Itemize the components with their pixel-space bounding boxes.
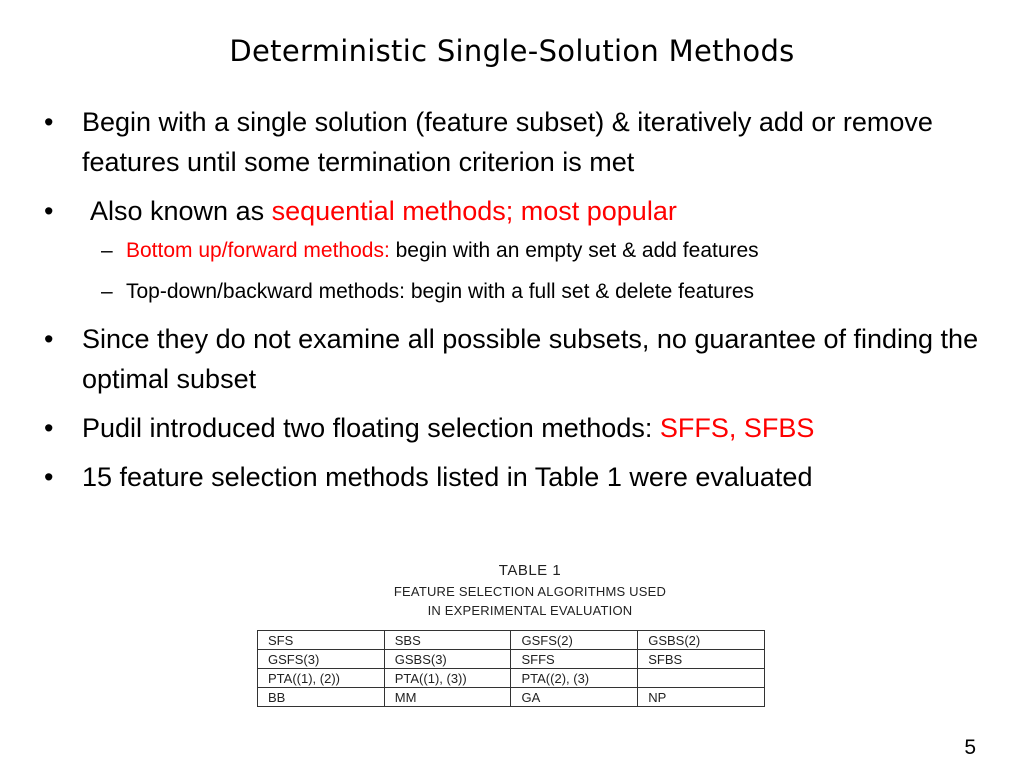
table-cell: SFBS [638, 650, 765, 669]
bullet-text: 15 feature selection methods listed in Table 1 were evaluated [82, 462, 813, 492]
bullet-dot: • [44, 196, 54, 226]
bullet-item [44, 457, 1019, 497]
table-cell: GSFS(2) [511, 631, 638, 650]
table-row [258, 650, 765, 669]
table-cell: SFFS [511, 650, 638, 669]
table-cell: GSBS(3) [384, 650, 511, 669]
table-row [258, 631, 765, 650]
bullet-item [44, 319, 1019, 399]
bullet-item [44, 102, 1019, 182]
algorithms-table [257, 630, 765, 707]
table-caption-number: TABLE 1 [498, 562, 562, 579]
sub-bullet-dash: – [101, 239, 113, 262]
bullet-dot: • [44, 462, 54, 492]
table-cell: GSBS(2) [638, 631, 765, 650]
bullet-dot: • [44, 324, 54, 354]
table-row [258, 669, 765, 688]
bullet-highlight: sequential methods; most popular [271, 196, 677, 226]
bullet-text: Pudil introduced two floating selection methods: [82, 413, 660, 443]
bullet-item [44, 191, 1019, 231]
table-caption-title: FEATURE SELECTION ALGORITHMS USED [393, 584, 667, 599]
table-cell [638, 669, 765, 688]
bullet-text: Begin with a single solution (feature subset) & iteratively add or remove features until some termination criterion is met [82, 107, 933, 177]
table-row [258, 688, 765, 707]
bullet-list [44, 102, 1019, 506]
sub-bullet-text: begin with an empty set & add features [389, 239, 759, 262]
table-cell: SFS [258, 631, 385, 650]
sub-bullet-dash: – [101, 280, 113, 303]
table-cell: BB [258, 688, 385, 707]
table-cell: SBS [384, 631, 511, 650]
sub-bullet-text: Top-down/backward methods: begin with a full set & delete features [126, 280, 755, 303]
table-cell: GSFS(3) [258, 650, 385, 669]
sub-bullet-highlight: Bottom up/forward methods: [126, 239, 390, 262]
sub-bullet-item [44, 278, 1019, 306]
table-cell: PTA((1), (2)) [258, 669, 385, 688]
sub-bullet-item [44, 237, 1019, 265]
bullet-text: Also known as [90, 196, 272, 226]
slide-title: Deterministic Single-Solution Methods [229, 34, 795, 68]
table-cell: PTA((2), (3) [511, 669, 638, 688]
table-caption-subtitle: IN EXPERIMENTAL EVALUATION [427, 603, 633, 618]
bullet-highlight: SFFS, SFBS [659, 413, 815, 443]
table-cell: NP [638, 688, 765, 707]
bullet-text: Since they do not examine all possible subsets, no guarantee of finding the optimal subset [82, 324, 979, 394]
table-cell: GA [511, 688, 638, 707]
page-number: 5 [964, 736, 976, 759]
bullet-item [44, 408, 1019, 448]
bullet-dot: • [44, 107, 54, 137]
table-cell: PTA((1), (3)) [384, 669, 511, 688]
table-cell: MM [384, 688, 511, 707]
bullet-dot: • [44, 413, 54, 443]
